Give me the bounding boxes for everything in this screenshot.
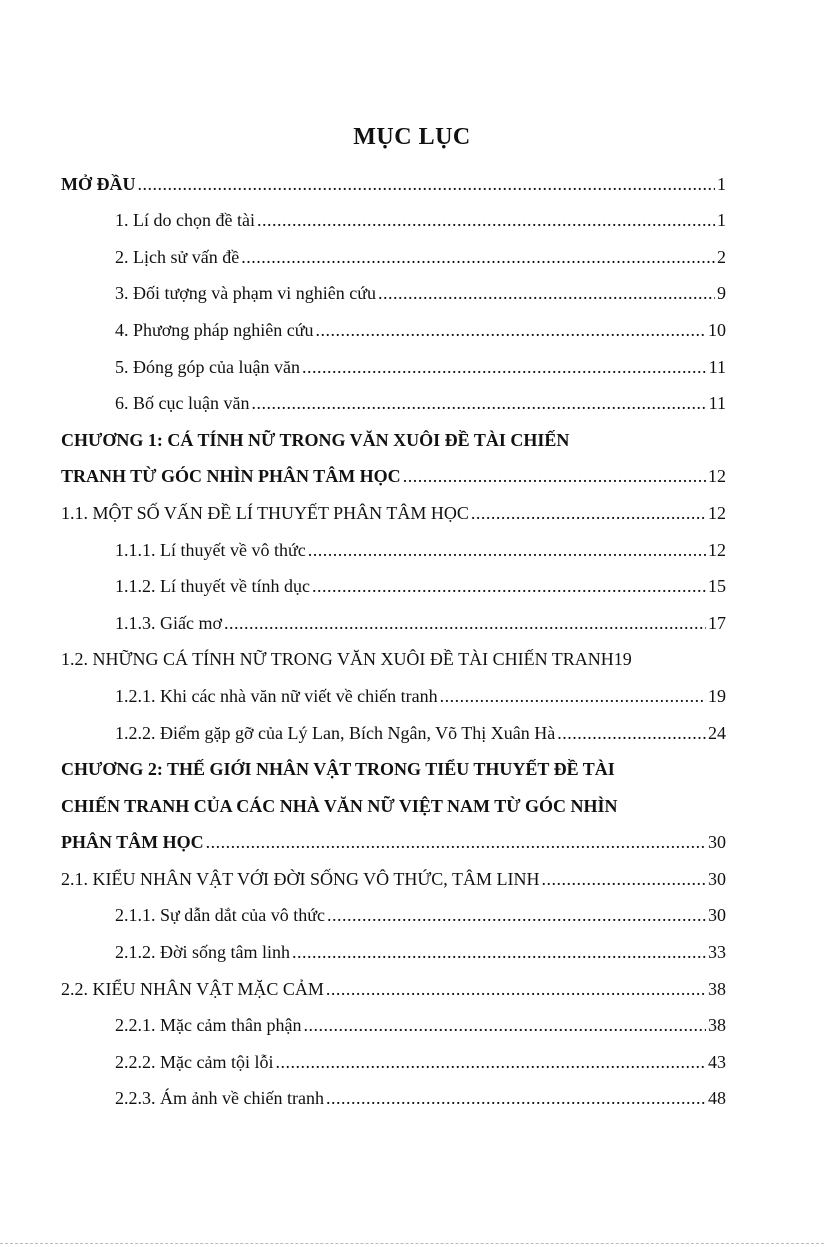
toc-entry[interactable] bbox=[61, 419, 726, 456]
toc-entry-label: 6. Bố cục luận văn bbox=[115, 393, 250, 414]
toc-page-number: 1 bbox=[717, 173, 726, 194]
toc-leader-dots bbox=[316, 319, 706, 341]
toc-leader-dots bbox=[308, 539, 706, 561]
toc-leader-dots bbox=[541, 868, 706, 890]
page-edge-divider bbox=[0, 1243, 824, 1244]
toc-leader-dots bbox=[257, 209, 715, 231]
toc-leader-dots bbox=[440, 685, 706, 707]
toc-entry-label: 1.1.2. Lí thuyết về tính dục bbox=[115, 576, 310, 597]
toc-leader-dots bbox=[241, 246, 715, 268]
toc-entry[interactable] bbox=[61, 1078, 726, 1115]
toc-entry-label: 5. Đóng góp của luận văn bbox=[115, 356, 300, 377]
toc-page-number: 15 bbox=[708, 576, 726, 597]
toc-page-number: 11 bbox=[708, 393, 726, 414]
toc-entry-label: 1.1.3. Giấc mơ bbox=[115, 612, 222, 633]
toc-entry[interactable] bbox=[61, 858, 726, 895]
toc-entry[interactable] bbox=[61, 602, 726, 639]
toc-entry-label: 1.2.1. Khi các nhà văn nữ viết về chiến tranh bbox=[115, 685, 438, 706]
toc-page-number: 12 bbox=[708, 539, 726, 560]
toc-leader-dots bbox=[138, 173, 716, 195]
toc-entry[interactable] bbox=[61, 968, 726, 1005]
toc-entry-label: 2.2.1. Mặc cảm thân phận bbox=[115, 1015, 302, 1036]
toc-entry-label: PHÂN TÂM HỌC bbox=[61, 832, 204, 853]
toc-page-number: 11 bbox=[708, 356, 726, 377]
toc-entry[interactable] bbox=[61, 200, 726, 237]
toc-leader-dots bbox=[471, 502, 706, 524]
toc-page-number: 12 bbox=[708, 502, 726, 523]
toc-entry-label: 1.1. MỘT SỐ VẤN ĐỀ LÍ THUYẾT PHÂN TÂM HỌC bbox=[61, 502, 469, 523]
toc-leader-dots bbox=[224, 612, 706, 634]
toc-page-number: 30 bbox=[708, 832, 726, 853]
toc-page-number: 48 bbox=[708, 1088, 726, 1109]
toc-leader-dots bbox=[312, 575, 706, 597]
toc-entry[interactable] bbox=[61, 163, 726, 200]
toc-page-number: 12 bbox=[708, 466, 726, 487]
toc-leader-dots bbox=[326, 1087, 706, 1109]
toc-entry[interactable] bbox=[61, 456, 726, 493]
toc-entry[interactable] bbox=[61, 675, 726, 712]
toc-entry-label: TRANH TỪ GÓC NHÌN PHÂN TÂM HỌC bbox=[61, 466, 401, 487]
toc-page-number: 10 bbox=[708, 319, 726, 340]
toc-entry-label: 2.1.1. Sự dẫn dắt của vô thức bbox=[115, 905, 325, 926]
toc-page-number: 30 bbox=[708, 868, 726, 889]
toc-leader-dots bbox=[557, 722, 706, 744]
toc-entry-label: 2.1.2. Đời sống tâm linh bbox=[115, 942, 291, 963]
toc-leader-dots bbox=[326, 978, 706, 1000]
toc-entry-label: 3. Đối tượng và phạm vi nghiên cứu bbox=[115, 283, 376, 304]
toc-entry-label: MỞ ĐẦU bbox=[61, 173, 136, 194]
toc-entry-label: CHIẾN TRANH CỦA CÁC NHÀ VĂN NỮ VIỆT NAM TỪ GÓC NHÌN bbox=[61, 795, 618, 816]
toc-entry[interactable] bbox=[61, 529, 726, 566]
toc-entry-label: 1. Lí do chọn đề tài bbox=[115, 210, 255, 231]
toc-entry-label: 1.1.1. Lí thuyết về vô thức bbox=[115, 539, 306, 560]
toc-entry-label: CHƯƠNG 1: CÁ TÍNH NỮ TRONG VĂN XUÔI ĐỀ TÀI CHIẾN bbox=[61, 429, 570, 450]
toc-entry-label: 1.2.2. Điểm gặp gỡ của Lý Lan, Bích Ngân, Võ Thị Xuân Hà bbox=[115, 722, 556, 743]
toc-leader-dots bbox=[292, 941, 706, 963]
toc-page-number: 24 bbox=[708, 722, 726, 743]
toc-page-number: 2 bbox=[717, 246, 726, 267]
toc-page-number: 38 bbox=[708, 978, 726, 999]
toc-entry-label: 2.2. KIỂU NHÂN VẬT MẶC CẢM bbox=[61, 978, 324, 999]
page-title: MỤC LỤC bbox=[353, 124, 471, 150]
toc-entry[interactable] bbox=[61, 383, 726, 420]
toc-leader-dots bbox=[251, 392, 706, 414]
toc-page-number: 9 bbox=[717, 283, 726, 304]
toc-entry[interactable] bbox=[61, 895, 726, 932]
toc-entry[interactable] bbox=[61, 639, 726, 676]
toc-leader-dots bbox=[206, 831, 706, 853]
toc-entry[interactable] bbox=[61, 346, 726, 383]
toc-entry[interactable] bbox=[61, 273, 726, 310]
toc-page-number: 1 bbox=[717, 210, 726, 231]
toc-entry[interactable] bbox=[61, 1041, 726, 1078]
toc-entry-label: 2.2.2. Mặc cảm tội lỗi bbox=[115, 1051, 274, 1072]
toc-leader-dots bbox=[303, 1014, 706, 1036]
toc-entry[interactable] bbox=[61, 309, 726, 346]
toc-page-number: 33 bbox=[708, 942, 726, 963]
toc-page-number: 38 bbox=[708, 1015, 726, 1036]
toc-page-number: 19 bbox=[708, 685, 726, 706]
toc-page-number: 30 bbox=[708, 905, 726, 926]
toc-leader-dots bbox=[302, 356, 707, 378]
toc-entry[interactable] bbox=[61, 236, 726, 273]
toc-leader-dots bbox=[403, 465, 706, 487]
toc-entry[interactable] bbox=[61, 712, 726, 749]
toc-entry-label: 1.2. NHỮNG CÁ TÍNH NỮ TRONG VĂN XUÔI ĐỀ TÀI CHIẾN TRANH19 bbox=[61, 649, 632, 670]
toc-leader-dots bbox=[327, 904, 706, 926]
toc-entry[interactable] bbox=[61, 931, 726, 968]
toc-entry[interactable] bbox=[61, 1005, 726, 1042]
toc-entry-label: 4. Phương pháp nghiên cứu bbox=[115, 319, 314, 340]
toc-entry[interactable] bbox=[61, 749, 726, 786]
toc-page-number: 17 bbox=[708, 612, 726, 633]
toc-entry-label: CHƯƠNG 2: THẾ GIỚI NHÂN VẬT TRONG TIỂU THUYẾT ĐỀ TÀI bbox=[61, 759, 615, 780]
toc-leader-dots bbox=[378, 282, 715, 304]
toc-entry[interactable] bbox=[61, 785, 726, 822]
toc-entry[interactable] bbox=[61, 492, 726, 529]
toc-entry[interactable] bbox=[61, 566, 726, 603]
toc-leader-dots bbox=[275, 1051, 706, 1073]
toc-entry-label: 2. Lịch sử vấn đề bbox=[115, 246, 240, 267]
toc-entry-label: 2.1. KIỂU NHÂN VẬT VỚI ĐỜI SỐNG VÔ THỨC, TÂM LINH bbox=[61, 868, 540, 889]
toc-entry[interactable] bbox=[61, 822, 726, 859]
toc-page-number: 43 bbox=[708, 1051, 726, 1072]
table-of-contents bbox=[61, 163, 726, 1114]
toc-entry-label: 2.2.3. Ám ảnh về chiến tranh bbox=[115, 1088, 324, 1109]
